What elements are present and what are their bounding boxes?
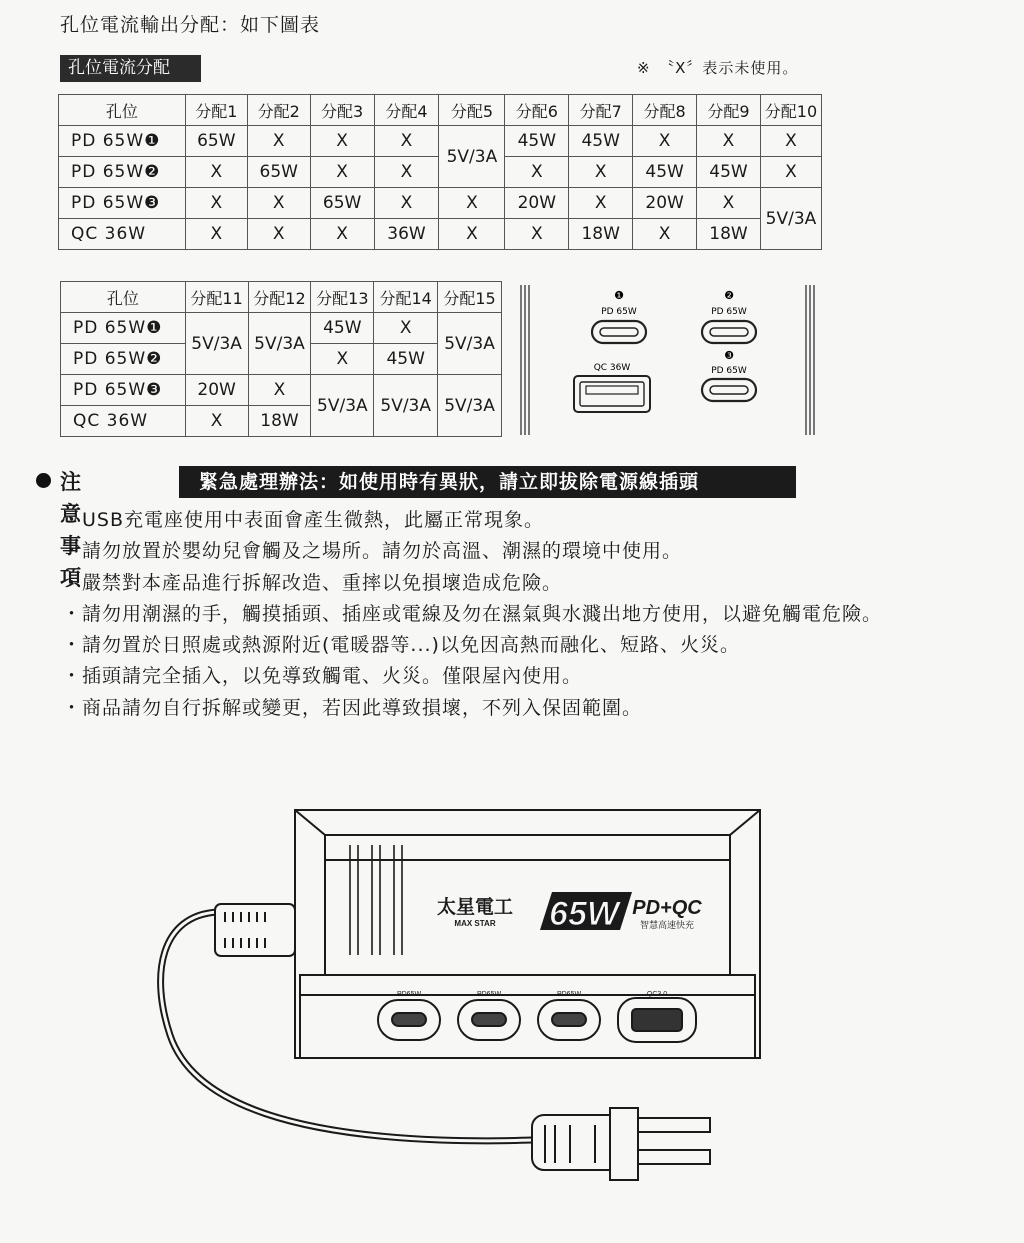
table-cell: X <box>374 157 439 188</box>
pd-port-2 <box>702 289 756 343</box>
table-header-row <box>61 282 502 313</box>
table-cell: 5V/3A <box>311 375 374 437</box>
table-cell: X <box>374 188 439 219</box>
table-cell: 5V/3A <box>439 126 505 188</box>
column-header: 分配8 <box>633 95 697 126</box>
list-item: ・ 請勿置於日照處或熱源附近(電暖器等...)以免因高熱而融化、短路、火災。 <box>62 630 882 661</box>
port-label: PD 65W❸ <box>61 375 186 406</box>
allocation-table-2 <box>60 281 502 437</box>
port-1-number: ❶ <box>614 289 624 302</box>
notice-title: 注意事項 <box>60 470 83 590</box>
table-cell: 36W <box>374 219 439 250</box>
table-cell: 18W <box>248 406 311 437</box>
table-cell: X <box>439 219 505 250</box>
column-header: 分配14 <box>374 282 438 313</box>
pd-port-3 <box>702 349 756 401</box>
column-header: 分配5 <box>439 95 505 126</box>
column-header: 分配3 <box>310 95 374 126</box>
port-label: PD 65W❷ <box>59 157 186 188</box>
table-cell: X <box>760 126 821 157</box>
table-cell: X <box>247 188 310 219</box>
legend-note: ※ 〝X〞表示未使用。 <box>637 59 799 77</box>
port-label: QC3.0 <box>646 991 668 998</box>
table-cell: 45W <box>505 126 569 157</box>
port-layout-diagram <box>519 283 824 437</box>
table-cell: 45W <box>311 313 374 344</box>
table-cell: X <box>697 126 761 157</box>
brand-name: 太星電工 <box>436 897 514 918</box>
section-label: 孔位電流分配 <box>60 55 201 82</box>
table-cell: 45W <box>697 157 761 188</box>
table-cell: 45W <box>633 157 697 188</box>
port-label: PD 65W❷ <box>61 344 186 375</box>
corner-cell: 孔位 <box>59 95 186 126</box>
table-cell: X <box>311 344 374 375</box>
table-cell: 20W <box>505 188 569 219</box>
table-cell: X <box>374 126 439 157</box>
strain-relief <box>215 904 295 956</box>
table-cell: 65W <box>247 157 310 188</box>
plug-prong <box>638 1150 710 1164</box>
table-header-row <box>59 95 822 126</box>
caution-list <box>62 505 882 724</box>
table-cell: X <box>310 157 374 188</box>
list-item: ・ 請勿放置於嬰幼兒會觸及之場所。請勿於高溫、潮濕的環境中使用。 <box>62 536 882 567</box>
table-cell: X <box>505 219 569 250</box>
list-item: ・ 請勿用潮濕的手，觸摸插頭、插座或電線及勿在濕氣與水濺出地方使用，以避免觸電危險。 <box>62 599 882 630</box>
column-header: 分配12 <box>248 282 311 313</box>
table-cell: 45W <box>569 126 633 157</box>
table-cell: X <box>185 219 247 250</box>
list-item: ・ USB充電座使用中表面會產生微熱，此屬正常現象。 <box>62 505 882 536</box>
table-cell: 65W <box>185 126 247 157</box>
table-cell: 5V/3A <box>374 375 438 437</box>
column-header: 分配13 <box>311 282 374 313</box>
brand-name-en: MAX STAR <box>454 919 496 928</box>
table-row <box>59 126 822 157</box>
column-header: 分配2 <box>247 95 310 126</box>
charger-illustration <box>140 790 780 1210</box>
port-label: QC 36W <box>61 406 186 437</box>
table-cell: 5V/3A <box>248 313 311 375</box>
port-3-label: PD 65W <box>711 366 747 376</box>
table-cell: X <box>247 219 310 250</box>
table-cell: X <box>185 188 247 219</box>
column-header: 分配11 <box>185 282 248 313</box>
column-header: 分配7 <box>569 95 633 126</box>
table-cell: 5V/3A <box>438 313 502 375</box>
table-row <box>61 375 502 406</box>
table-cell: X <box>248 375 311 406</box>
table-cell: X <box>569 157 633 188</box>
table-cell: 45W <box>374 344 438 375</box>
table-cell: X <box>439 188 505 219</box>
qc-port <box>574 363 650 412</box>
emergency-banner: 緊急處理辦法：如使用時有異狀，請立即拔除電源線插頭 <box>179 466 796 498</box>
table-cell: X <box>374 313 438 344</box>
column-header: 分配9 <box>697 95 761 126</box>
column-header: 分配15 <box>438 282 502 313</box>
intro-heading: 孔位電流輸出分配：如下圖表 <box>60 14 321 36</box>
table-cell: X <box>310 126 374 157</box>
table-cell: X <box>697 188 761 219</box>
column-header: 分配10 <box>760 95 821 126</box>
list-item: ・ 插頭請完全插入，以免導致觸電、火災。僅限屋內使用。 <box>62 661 882 692</box>
port-label: QC 36W <box>59 219 186 250</box>
table-cell: X <box>505 157 569 188</box>
table-cell: X <box>633 126 697 157</box>
column-header: 分配4 <box>374 95 439 126</box>
port-label: PD 65W❶ <box>61 313 186 344</box>
port-1-label: PD 65W <box>601 307 637 317</box>
allocation-table-1 <box>58 94 822 250</box>
port-label: PD65W <box>396 991 422 998</box>
qc-port-label: QC 36W <box>593 363 631 373</box>
table-cell: 18W <box>697 219 761 250</box>
table-cell: X <box>310 219 374 250</box>
port-label: PD65W <box>476 991 502 998</box>
column-header: 分配1 <box>185 95 247 126</box>
table-cell: 20W <box>185 375 248 406</box>
table-cell: 5V/3A <box>185 313 248 375</box>
port-2-number: ❷ <box>724 289 734 302</box>
port-2-label: PD 65W <box>711 307 747 317</box>
wattage-label: 65W <box>549 895 619 933</box>
table-cell: X <box>569 188 633 219</box>
list-item: ・ 商品請勿自行拆解或變更，若因此導致損壞，不列入保固範圍。 <box>62 693 882 724</box>
table-cell: X <box>185 157 247 188</box>
table-cell: 5V/3A <box>760 188 821 250</box>
table-row <box>59 188 822 219</box>
port-label: PD65W <box>556 991 582 998</box>
table-cell: X <box>185 406 248 437</box>
table-row <box>59 219 822 250</box>
tech-label: PD+QC <box>632 897 702 919</box>
port-3-number: ❸ <box>724 349 734 362</box>
table-cell: 65W <box>310 188 374 219</box>
column-header: 分配6 <box>505 95 569 126</box>
table-cell: X <box>760 157 821 188</box>
bullet-icon <box>36 473 51 488</box>
port-label: PD 65W❶ <box>59 126 186 157</box>
table-cell: X <box>633 219 697 250</box>
table-cell: X <box>247 126 310 157</box>
corner-cell: 孔位 <box>61 282 186 313</box>
tagline: 智慧高速快充 <box>639 920 695 930</box>
port-label: PD 65W❸ <box>59 188 186 219</box>
plug-prong <box>638 1118 710 1132</box>
table-cell: 18W <box>569 219 633 250</box>
table-cell: 5V/3A <box>438 375 502 437</box>
table-cell: 20W <box>633 188 697 219</box>
pd-port-1 <box>592 289 646 343</box>
table-row <box>61 313 502 344</box>
list-item: ・ 嚴禁對本產品進行拆解改造、重摔以免損壞造成危險。 <box>62 568 882 599</box>
